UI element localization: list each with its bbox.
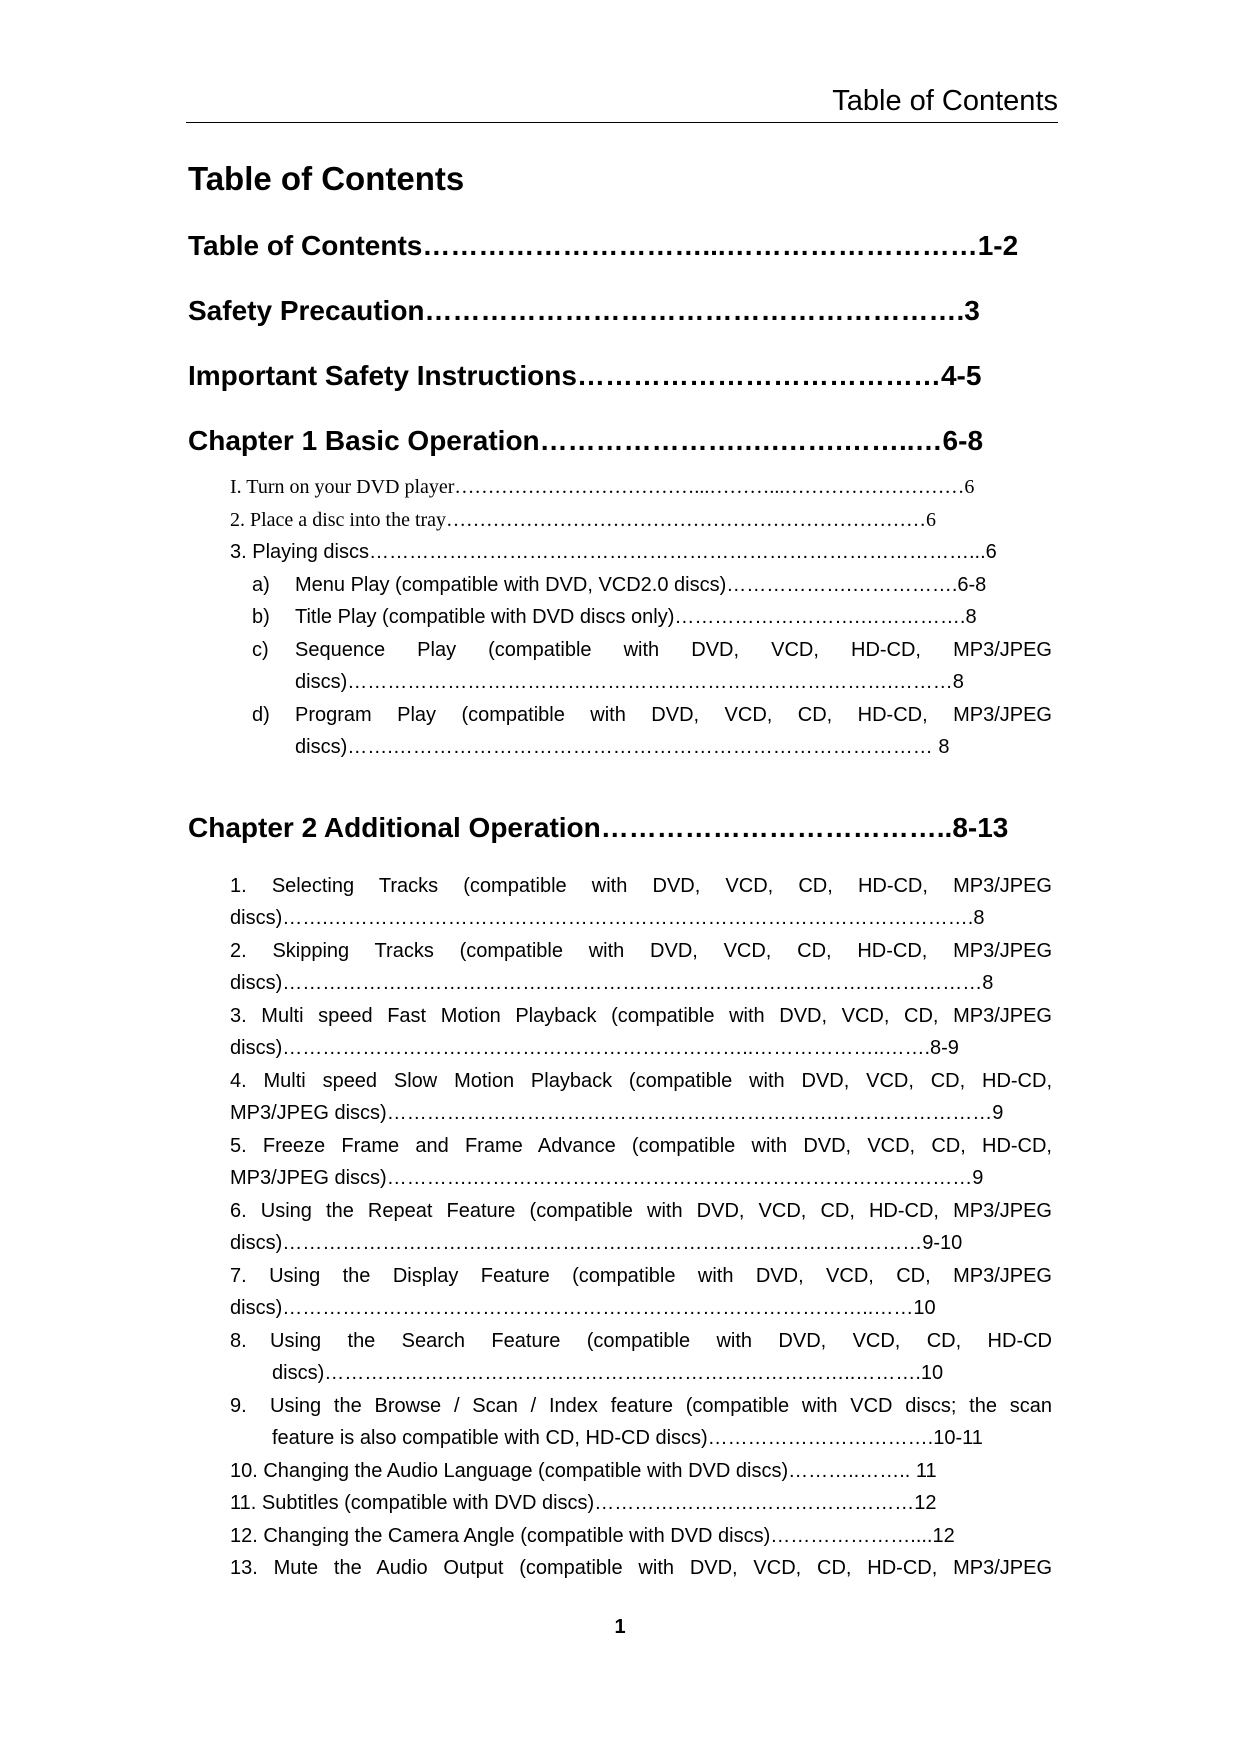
list-marker: c) [252,638,269,661]
list-item-continuation: discs)……………………………………………………………………………..……10 [230,1297,936,1319]
toc-item-skipping-tracks[interactable] [188,935,1058,1000]
toc-entry-important-safety-instructions[interactable]: Important Safety Instructions…………………………………4-5 [188,360,982,391]
list-item-text: 1. Selecting Tracks (compatible with DVD, VCD, CD, HD-CD, MP3/JPEG [230,874,1052,897]
list-item-text: Using the Search Feature (compatible with DVD, VCD, CD, HD-CD [270,1329,1052,1352]
list-item-text: 2. Skipping Tracks (compatible with DVD, VCD, CD, HD-CD, MP3/JPEG [230,939,1052,962]
toc-item-repeat-feature[interactable] [188,1195,1058,1260]
list-item-continuation: discs)……………………………………………………………………..……….10 [272,1362,944,1384]
toc-item-title-play[interactable] [188,601,1058,634]
toc-entry-safety-precaution[interactable]: Safety Precaution………………………………………………….3 [188,295,980,326]
toc-item-audio-language[interactable]: 10. Changing the Audio Language (compatible with DVD discs)………..…….. 11 [230,1459,937,1482]
toc-item-browse-scan-index[interactable] [188,1390,1058,1455]
table-of-contents [188,228,1058,1585]
list-marker: 9. [230,1394,247,1417]
toc-entry-chapter-1[interactable]: Chapter 1 Basic Operation………………….….…….……..…6-8 [188,425,984,456]
list-marker: a) [252,573,270,596]
toc-item-camera-angle[interactable]: 12. Changing the Camera Angle (compatible with DVD discs)…………………....12 [230,1524,955,1547]
running-header: Table of Contents [186,86,1058,123]
list-item-continuation: MP3/JPEG discs)………………………………………………………….……………………9 [230,1102,1004,1124]
list-item-text: Using the Browse / Scan / Index feature (compatible with VCD discs; the scan [270,1394,1052,1417]
toc-item-slow-motion[interactable] [188,1065,1058,1130]
toc-item-freeze-frame[interactable] [188,1130,1058,1195]
toc-item-display-feature[interactable] [188,1260,1058,1325]
toc-item-place-disc[interactable]: 2. Place a disc into the tray………………………………………………………………6 [230,508,937,531]
toc-entry-table-of-contents[interactable]: Table of Contents…………………………...………………………1-2 [188,230,1019,261]
list-item-text: 5. Freeze Frame and Frame Advance (compatible with DVD, VCD, CD, HD-CD, [230,1134,1052,1157]
toc-item-turn-on[interactable]: I. Turn on your DVD player………………………………...………...………………………6 [230,476,975,498]
toc-item-selecting-tracks[interactable] [188,870,1058,935]
list-item-text: 4. Multi speed Slow Motion Playback (compatible with DVD, VCD, CD, HD-CD, [230,1069,1052,1092]
page-number: 1 [614,1616,626,1638]
list-marker: b) [252,606,270,628]
toc-item-playing-discs[interactable]: 3. Playing discs………………………………………………………………………………...6 [230,541,997,563]
list-item-text: 6. Using the Repeat Feature (compatible with DVD, VCD, CD, HD-CD, MP3/JPEG [230,1199,1052,1222]
toc-item-menu-play[interactable] [188,569,1058,602]
list-item-text: 3. Multi speed Fast Motion Playback (compatible with DVD, VCD, CD, MP3/JPEG [230,1004,1052,1027]
toc-item-search-feature[interactable] [188,1325,1058,1390]
toc-item-mute-audio[interactable]: 13. Mute the Audio Output (compatible with DVD, VCD, CD, HD-CD, MP3/JPEG [230,1557,1052,1579]
list-item-continuation: discs)…….…………………………………………………………………………………….8 [230,907,985,929]
list-item-text: Menu Play (compatible with DVD, VCD2.0 discs)……………….…………….6-8 [295,573,987,596]
list-item-continuation: MP3/JPEG discs)………….…………………………………………………………………9 [230,1167,984,1189]
toc-item-program-play[interactable] [188,699,1058,764]
toc-item-sequence-play[interactable] [188,634,1058,699]
toc-item-subtitles[interactable]: 11. Subtitles (compatible with DVD discs)…………………………………………12 [230,1492,937,1514]
list-item-text: Sequence Play (compatible with DVD, VCD, HD-CD, MP3/JPEG [295,638,1052,661]
list-marker: d) [252,703,270,726]
page-title: Table of Contents [188,160,465,197]
list-item-continuation: discs)……………………………………………………………..………………..…….8-9 [230,1037,959,1059]
list-item-continuation: feature is also compatible with CD, HD-CD discs)…………………………….10-11 [272,1427,983,1449]
list-item-text: 7. Using the Display Feature (compatible with DVD, VCD, CD, MP3/JPEG [230,1264,1052,1287]
list-item-text: Title Play (compatible with DVD discs only)……………………….…………….8 [295,606,977,628]
list-item-text: Program Play (compatible with DVD, VCD, CD, HD-CD, MP3/JPEG [295,703,1052,726]
list-item-continuation: discs)……………………………………………………………………….………8 [295,671,964,693]
toc-item-fast-motion[interactable] [188,1000,1058,1065]
list-item-continuation: discs)……………………………………………………………………………………………8 [230,972,994,994]
list-item-continuation: discs)……………………………………………………………………………………9-10 [230,1232,963,1254]
list-marker: 8. [230,1329,247,1352]
list-item-continuation: discs)…….……………………………………………………………………… 8 [295,736,950,758]
toc-entry-chapter-2[interactable]: Chapter 2 Additional Operation………………………………..8-13 [188,811,1009,843]
